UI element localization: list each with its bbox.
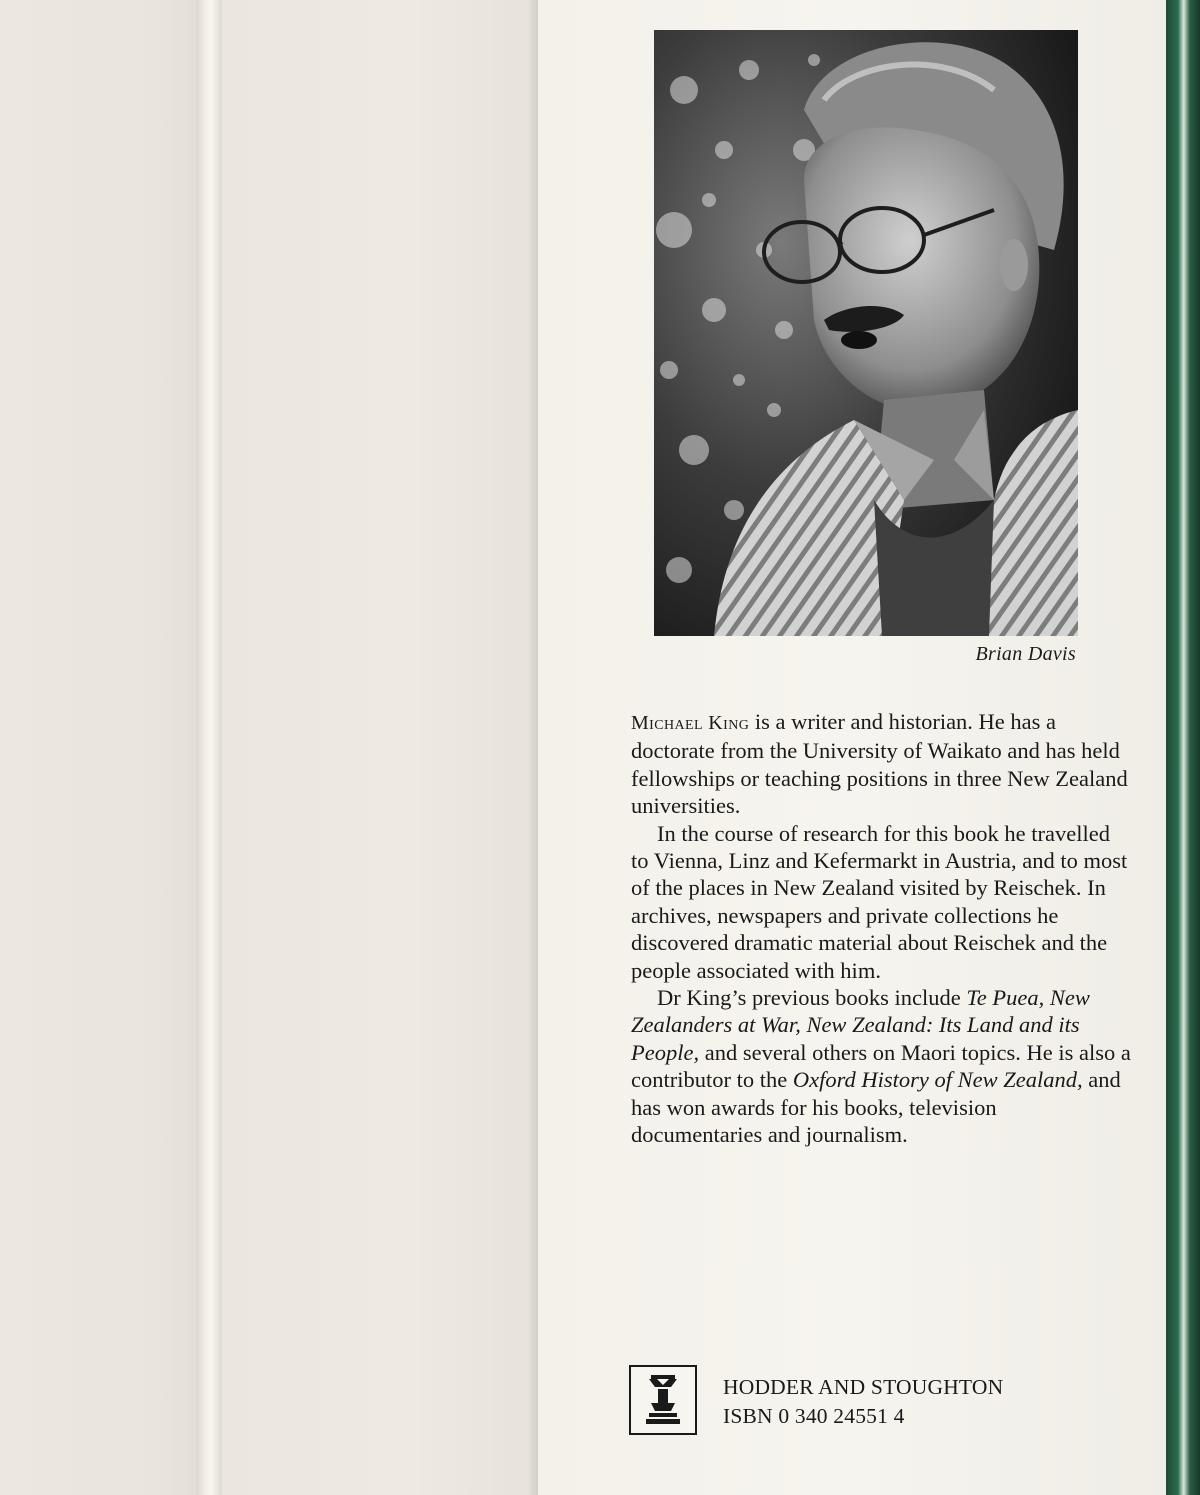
publisher-block xyxy=(723,1373,1003,1431)
book-titles: Te Puea, New Zealanders at War, New Zealand: Its Land and its People, xyxy=(631,985,1090,1065)
bio-p3-e: and has won awards for his books, television documentaries and journalism. xyxy=(631,1067,1121,1148)
bio-paragraph-3 xyxy=(631,984,1131,1148)
oxford-history-title: Oxford History of New Zealand, xyxy=(792,1067,1083,1093)
author-photo xyxy=(654,30,1078,636)
bio-p3-c: and several others on Maori topics. He is also a contributor to the xyxy=(631,1039,1131,1093)
bio-paragraph-2: In the course of research for this book he travelled to Vienna, Linz and Kefermarkt in Austria, and to most of the places in New Zealand visited by Reischek. In archives, newspapers and private collections he discovered dramatic material about Reischek and the people associated with him. xyxy=(631,820,1128,983)
bio-p3-a: Dr King’s previous books include xyxy=(657,985,967,1011)
isbn: ISBN 0 340 24551 4 xyxy=(723,1404,905,1428)
author-portrait-image xyxy=(654,30,1078,636)
inner-board-middle xyxy=(222,0,534,1495)
chess-piece-logo-icon xyxy=(629,1365,697,1435)
green-cover-edge xyxy=(1166,0,1200,1495)
bio-p1-text: is a writer and historian. He has a doctorate from the University of Waikato and has held fellowships or teaching positions in three New Zealand universities. xyxy=(631,709,1128,819)
inner-board-left xyxy=(0,0,200,1495)
author-biography xyxy=(631,708,1131,1149)
bio-paragraph-1 xyxy=(631,708,1131,820)
photo-credit: Brian Davis xyxy=(975,643,1076,665)
jacket-fold xyxy=(196,0,222,1495)
publisher-name: HODDER AND STOUGHTON xyxy=(723,1375,1004,1399)
author-name: Michael King xyxy=(631,712,750,734)
